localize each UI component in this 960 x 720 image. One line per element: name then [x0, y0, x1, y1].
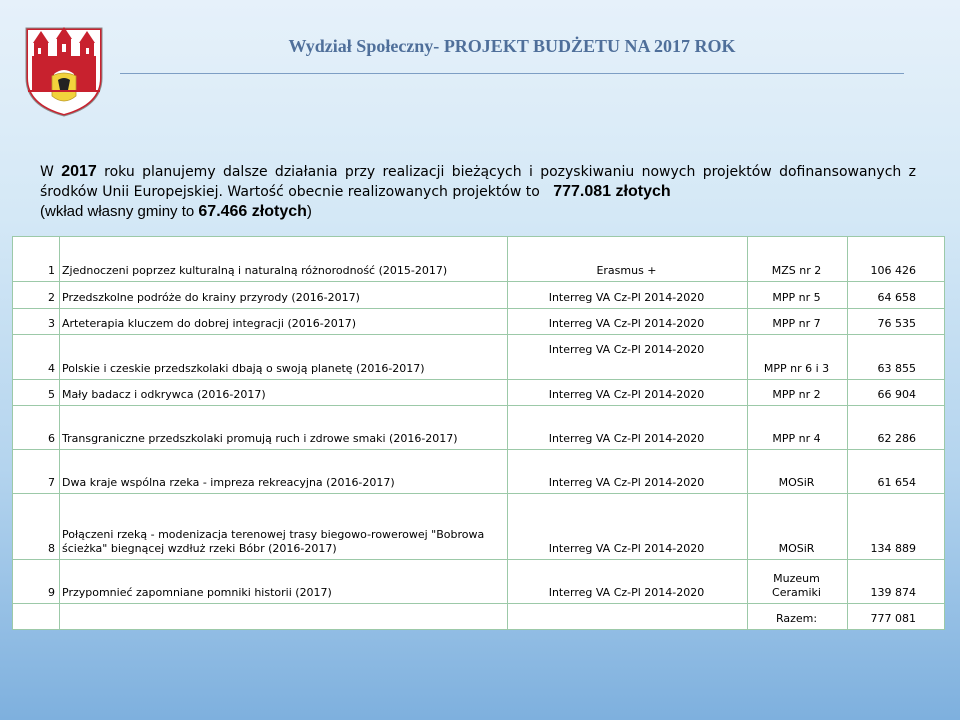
projects-table: [12, 236, 945, 630]
table-row: [13, 380, 945, 406]
cell-empty: [13, 604, 60, 630]
table-row: [13, 406, 945, 450]
cell-program: Erasmus +: [508, 237, 748, 282]
cell-institution: MOSiR: [748, 450, 848, 494]
intro-year: 2017: [61, 163, 97, 180]
table-row: [13, 494, 945, 560]
cell-nr: 2: [13, 282, 60, 309]
cell-amount: 61 654: [848, 450, 945, 494]
title-divider: [120, 73, 904, 74]
cell-nr: 4: [13, 335, 60, 380]
cell-project-name: Połączeni rzeką - modenizacja terenowej trasy biegowo-rowerowej "Bobrowa ścieżka" biegnącej wzdłuż rzeki Bóbr (2016-2017): [60, 494, 508, 560]
cell-empty: [508, 604, 748, 630]
cell-project-name: Transgraniczne przedszkolaki promują ruch i zdrowe smaki (2016-2017): [60, 406, 508, 450]
cell-nr: 7: [13, 450, 60, 494]
table-row: [13, 237, 945, 282]
cell-institution: MPP nr 5: [748, 282, 848, 309]
table-total-row: [13, 604, 945, 630]
cell-program: Interreg VA Cz-Pl 2014-2020: [508, 282, 748, 309]
cell-program: Interreg VA Cz-Pl 2014-2020: [508, 560, 748, 604]
cell-nr: 1: [13, 237, 60, 282]
cell-amount: 76 535: [848, 309, 945, 335]
cell-project-name: Polskie i czeskie przedszkolaki dbają o swoją planetę (2016-2017): [60, 335, 508, 380]
cell-institution: MZS nr 2: [748, 237, 848, 282]
cell-amount: 106 426: [848, 237, 945, 282]
cell-empty: [60, 604, 508, 630]
cell-amount: 66 904: [848, 380, 945, 406]
table-row: [13, 335, 945, 380]
cell-amount: 139 874: [848, 560, 945, 604]
cell-program: [508, 335, 748, 380]
cell-amount: 62 286: [848, 406, 945, 450]
cell-total-amount: 777 081: [848, 604, 945, 630]
table-row: [13, 282, 945, 309]
cell-institution: Muzeum Ceramiki: [748, 560, 848, 604]
cell-project-name: Zjednoczeni poprzez kulturalną i naturalną różnorodność (2015-2017): [60, 237, 508, 282]
cell-program: Interreg VA Cz-Pl 2014-2020: [508, 494, 748, 560]
cell-nr: 9: [13, 560, 60, 604]
cell-project-name: Dwa kraje wspólna rzeka - impreza rekreacyjna (2016-2017): [60, 450, 508, 494]
cell-nr: 5: [13, 380, 60, 406]
intro-own-contribution-a: (wkład własny gminy to: [40, 203, 199, 220]
cell-project-name: Mały badacz i odkrywca (2016-2017): [60, 380, 508, 406]
cell-institution: MOSiR: [748, 494, 848, 560]
cell-program: Interreg VA Cz-Pl 2014-2020: [508, 309, 748, 335]
cell-program: Interreg VA Cz-Pl 2014-2020: [508, 450, 748, 494]
cell-institution: MPP nr 6 i 3: [748, 335, 848, 380]
table-row: [13, 309, 945, 335]
cell-institution: MPP nr 4: [748, 406, 848, 450]
intro-text-b: roku planujemy dalsze działania przy realizacji bieżących i pozyskiwaniu nowych projektów dofinansowanych z środków Unii Europejskiej. Wartość obecnie realizowanych projektów to: [40, 164, 916, 200]
title-prefix: Wydział Społeczny-: [288, 36, 444, 56]
cell-project-name: Arteterapia kluczem do dobrej integracji (2016-2017): [60, 309, 508, 335]
intro-total-value: 777.081 złotych: [553, 183, 671, 200]
title-main: PROJEKT BUDŻETU NA 2017 ROK: [443, 36, 736, 56]
cell-amount: 63 855: [848, 335, 945, 380]
cell-amount: 134 889: [848, 494, 945, 560]
coat-of-arms-logo: [24, 26, 104, 118]
intro-text-a: W: [40, 164, 62, 180]
intro-paragraph: [40, 162, 916, 222]
program-label: Interreg VA Cz-Pl 2014-2020: [548, 343, 705, 356]
page-title: [120, 36, 904, 57]
intro-own-contribution-b: ): [306, 203, 312, 220]
cell-institution: MPP nr 7: [748, 309, 848, 335]
cell-project-name: Przedszkolne podróże do krainy przyrody (2016-2017): [60, 282, 508, 309]
cell-program: Interreg VA Cz-Pl 2014-2020: [508, 380, 748, 406]
cell-nr: 6: [13, 406, 60, 450]
cell-program: Interreg VA Cz-Pl 2014-2020: [508, 406, 748, 450]
table-row: [13, 450, 945, 494]
cell-amount: 64 658: [848, 282, 945, 309]
cell-nr: 3: [13, 309, 60, 335]
table-row: [13, 560, 945, 604]
cell-institution: MPP nr 2: [748, 380, 848, 406]
intro-own-contribution-value: 67.466 złotych: [198, 203, 307, 220]
cell-nr: 8: [13, 494, 60, 560]
cell-project-name: Przypomnieć zapomniane pomniki historii (2017): [60, 560, 508, 604]
cell-total-label: Razem:: [748, 604, 848, 630]
